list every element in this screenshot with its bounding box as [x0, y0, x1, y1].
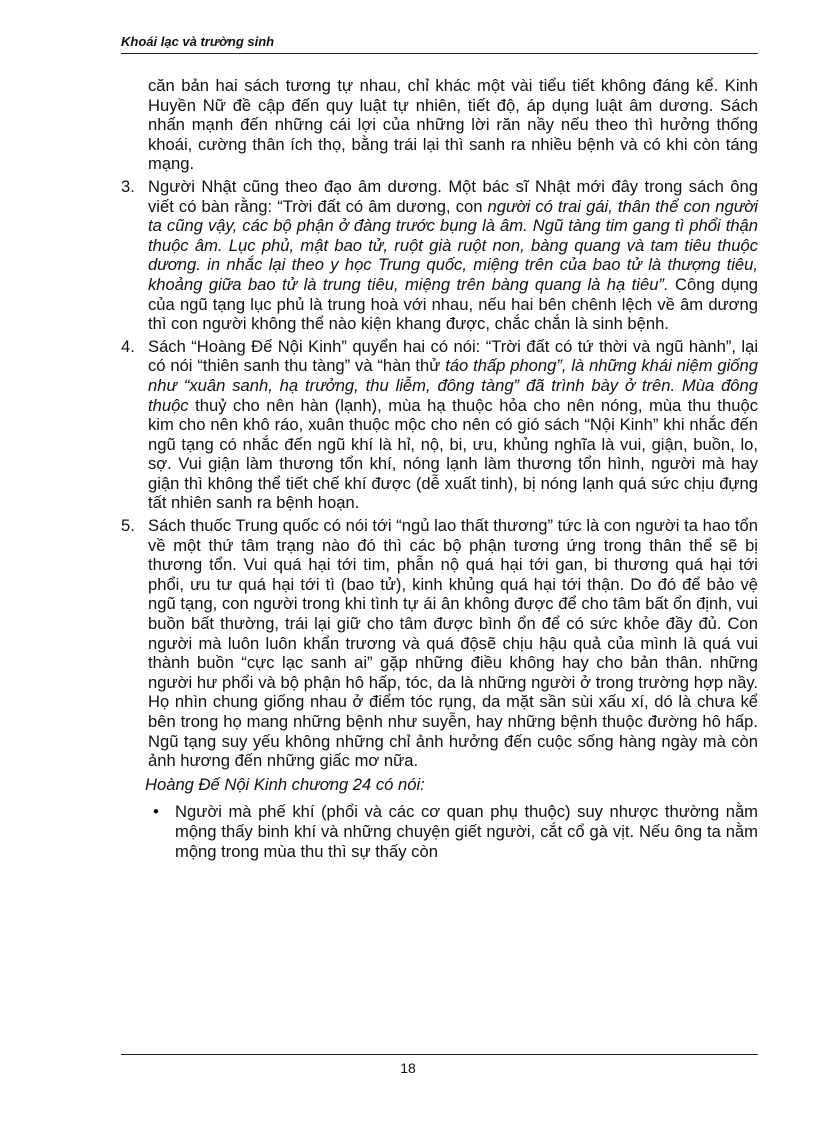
footer-divider	[121, 1054, 758, 1055]
list-item	[121, 177, 758, 334]
page-body	[121, 76, 758, 861]
list-item-number: 3.	[121, 176, 135, 196]
running-header: Khoái lạc và trường sinh	[121, 34, 758, 54]
list-item-italic-text: táo thấp phong”, là những khái niệm giống như “xuân sanh, hạ trưởng, thu liễm, đông tàng” đã trình bày ở trên. Mùa đông thuộc	[148, 356, 758, 415]
list-item-number: 4.	[121, 336, 135, 356]
list-item-number: 5.	[121, 516, 135, 536]
list-item-italic-text: người có trai gái, thân thể con người ta cũng vậy, các bộ phận ở đàng trước bụng là âm. Ngũ tàng tim gang tì phổi thận thuộc âm. Lục phủ, mật bao tử, ruột già ruột non, bàng quang và tam tiêu thuộc dương. in nhắc lại theo y học Trung quốc, miệng trên của bao tử là thượng tiêu, khoảng giữa bao tử là trung tiêu, miệng trên bàng quang là hạ tiêu”.	[148, 196, 758, 294]
bullet-list	[121, 802, 758, 861]
bullet-item	[121, 802, 758, 861]
list-item-text: Sách “Hoàng Đế Nội Kinh” quyển hai có nói: “Trời đất có tứ thời và ngũ hành”, lại có nói “thiên sanh thu tàng” và “hàn thử	[148, 336, 758, 376]
continuation-paragraph: căn bản hai sách tương tự nhau, chỉ khác một vài tiểu tiết không đáng kể. Kinh Huyền Nữ đề cập đến quy luật tự nhiên, tiết độ, áp dụng luật âm dương. Sách nhấn mạnh đến những cái lợi của những lời răn nầy nếu theo thì hưởng thống khoái, cường thân ích thọ, bằng trái lại thì sanh ra nhiều bệnh và có khi còn táng mạng.	[148, 76, 758, 174]
list-item	[121, 337, 758, 513]
bullet-text: Người mà phế khí (phổi và các cơ quan phụ thuộc) suy nhược thường nằm mộng thấy binh khí và những chuyện giết người, cắt cổ gà vịt. Nếu ông ta nằm mộng trong mùa thu thì sự thấy còn	[175, 802, 758, 861]
numbered-list	[121, 177, 758, 771]
list-item-text-continued: Công dụng của ngũ tạng lục phủ là trung hoà với nhau, nếu hai bên chênh lệch về âm dương thì con người không thể nào kiện khang được, chắc chắn là sinh bệnh.	[148, 274, 758, 334]
list-item-text-continued: thuỷ cho nên hàn (lạnh), mùa hạ thuộc hỏa cho nên nóng, mùa thu thuộc kim cho nên khô ráo, xuân thuộc mộc cho nên có gió sách “Nội Kinh” khi nhắc đến ngũ tạng có nhắc đến ngũ khí là hỉ, nộ, bi, ưu, khủng nghĩa là vui, giận, buồn, lo, sợ. Vui giận làm thương tổn khí, nóng lạnh làm thương tổn hình, người mà hay giận thì không thể tiết chế khí được (dễ xuất tinh), bị nóng lạnh quá sức chịu đựng tất nhiên sanh ra bệnh hoạn.	[148, 395, 758, 513]
list-item-text: Sách thuốc Trung quốc có nói tới “ngủ lao thất thương” tức là con người ta hao tổn về một thứ tâm trạng nào đó thì các bộ phận tương ứng trong thân thể sẽ bị thương tổn. Vui quá hại tới tim, phẫn nộ quá hại tới gan, bi thương quá hại tới phổi, ưu tư quá hại tới tì (bao tử), kinh khủng quá hại tới thận. Do đó để bảo vệ ngũ tạng, con người trong khi tình tự ái ân không được để cho tâm bất ổn định, vui buồn bất thường, trái lại giữ cho tâm được bình ổn để có sức khỏe đầy đủ. Con người mà luôn luôn khẩn trương và quá độsẽ chịu hậu quả của mình là quá vui thành buồn “cực lạc sanh ai” gặp những điều không hay cho bản thân. những người hư phổi và bộ phận hô hấp, tóc, da là những người ở trong trường hợp nầy. Họ nhìn chung giống nhau ở điểm tóc rụng, da mặt sần sùi xấu xí, dó là chưa kể bên trong họ mang những bệnh như suyễn, hay những bệnh thuộc đường hô hấp. Ngũ tạng suy yếu không những chỉ ảnh hưởng đến cuộc sống hàng ngày mà còn ảnh hương đến những giấc mơ nữa.	[148, 516, 758, 771]
list-item-text: Người Nhật cũng theo đạo âm dương. Một bác sĩ Nhật mới đây trong sách ông viết có bàn rằng: “Trời đất có âm dương, con	[148, 176, 758, 216]
bullet-icon: •	[153, 802, 159, 822]
page-number: 18	[400, 1060, 416, 1076]
list-item	[121, 516, 758, 771]
quote-heading: Hoàng Đế Nội Kinh chương 24 có nói:	[145, 774, 425, 794]
